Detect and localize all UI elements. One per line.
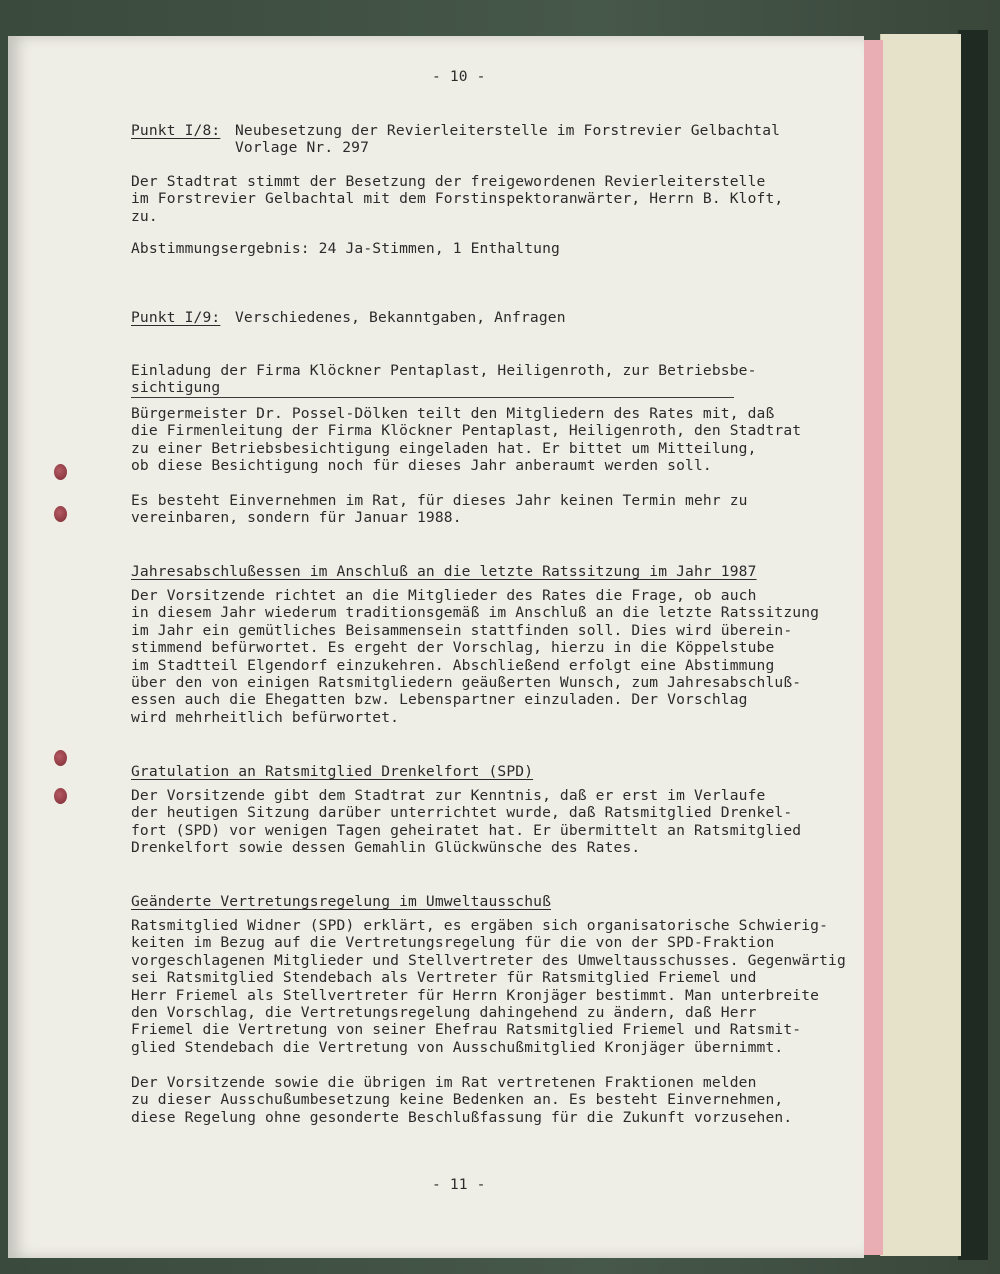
section-invitation-body1: Bürgermeister Dr. Possel-Dölken teilt den Mitgliedern des Rates mit, daß die Firmenleitung der Firma Klöckner Pentaplast, Heiligenroth, den Stadtrat zu einer Betriebsbesichtigung eingeladen hat. Er bittet um Mitteilung, ob diese Besichtigung noch für dieses Jahr anberaumt werden soll.	[131, 405, 802, 475]
item-i8-title-line1: Neubesetzung der Revierleiterstelle im Forstrevier Gelbachtal	[235, 122, 781, 139]
section-invitation-underline	[131, 397, 734, 398]
section-dinner-body: Der Vorsitzende richtet an die Mitglieder des Rates die Frage, ob auch in diesem Jahr wiederum traditionsgemäß im Anschluß an die letzte Ratssitzung im Jahr ein gemütliches Beisammensein stattfinden soll. Dies wird überein- stimmend befürwortet. Es ergeht der Vorschlag, hierzu in die Köppelstube im Stadtteil Elgendorf einzukehren. Abschließend erfolgt eine Abstimmung über den von einigen Ratsmitgliedern geäußerten Wunsch, zum Jahresabschluß- essen auch die Ehegatten bzw. Lebenspartner einzuladen. Der Vorschlag wird mehrheitlich befürwortet.	[131, 587, 820, 726]
section-committee-heading: Geänderte Vertretungsregelung im Umweltausschuß	[131, 893, 552, 910]
punch-hole-2	[54, 506, 67, 522]
next-page-edge	[880, 34, 961, 1256]
section-committee-body2: Der Vorsitzende sowie die übrigen im Rat vertretenen Fraktionen melden zu dieser Ausschußumbesetzung keine Bedenken an. Es besteht Einvernehmen, diese Regelung ohne gesonderte Beschlußfassung für die Zukunft vorzusehen.	[131, 1074, 793, 1126]
item-i9-label: Punkt I/9:	[131, 309, 221, 326]
section-committee-body1: Ratsmitglied Widner (SPD) erklärt, es ergäben sich organisatorische Schwierig- keiten im Bezug auf die Vertretungsregelung für die von der SPD-Fraktion vorgeschlagenen Mitglieder und Stellvertreter des Umweltausschusses. Gegenwärtig sei Ratsmitglied Stendebach als Vertreter für Ratsmitglied Friemel und Herr Friemel als Stellvertreter für Herrn Kronjäger bestimmt. Man unterbreite den Vorschlag, die Vertretungsregelung dahingehend zu ändern, daß Herr Friemel die Vertretung von seiner Ehefrau Ratsmitglied Friemel und Ratsmit- glied Stendebach die Vertretung von Ausschußmitglied Kronjäger übernimmt.	[131, 917, 846, 1056]
punch-hole-4	[54, 788, 67, 804]
item-i8-vote: Abstimmungsergebnis: 24 Ja-Stimmen, 1 Enthaltung	[131, 240, 560, 257]
punch-hole-1	[54, 464, 67, 480]
section-invitation-heading: Einladung der Firma Klöckner Pentaplast, Heiligenroth, zur Betriebsbe- sichtigung	[131, 362, 757, 397]
page-footer: - 11 -	[432, 1176, 486, 1193]
section-dinner-heading: Jahresabschlußessen im Anschluß an die letzte Ratssitzung im Jahr 1987	[131, 563, 757, 580]
item-i8-title-line2: Vorlage Nr. 297	[235, 139, 370, 156]
page-header: - 10 -	[432, 68, 486, 85]
item-i9-title: Verschiedenes, Bekanntgaben, Anfragen	[235, 309, 566, 326]
binder-spine-edge	[958, 30, 988, 1260]
section-invitation-body2: Es besteht Einvernehmen im Rat, für dieses Jahr keinen Termin mehr zu vereinbaren, sondern für Januar 1988.	[131, 492, 748, 527]
punch-hole-3	[54, 750, 67, 766]
item-i8-body: Der Stadtrat stimmt der Besetzung der freigewordenen Revierleiterstelle im Forstrevier Gelbachtal mit dem Forstinspektoranwärter, Herrn B. Kloft, zu.	[131, 173, 784, 225]
section-congrats-body: Der Vorsitzende gibt dem Stadtrat zur Kenntnis, daß er erst im Verlaufe der heutigen Sitzung darüber unterrichtet wurde, daß Ratsmitglied Drenkel- fort (SPD) vor wenigen Tagen geheiratet hat. Er übermittelt an Ratsmitglied Drenkelfort sowie dessen Gemahlin Glückwünsche des Rates.	[131, 787, 802, 857]
section-congrats-heading: Gratulation an Ratsmitglied Drenkelfort (SPD)	[131, 763, 534, 780]
item-i8-label: Punkt I/8:	[131, 122, 221, 139]
document-page	[8, 36, 864, 1258]
